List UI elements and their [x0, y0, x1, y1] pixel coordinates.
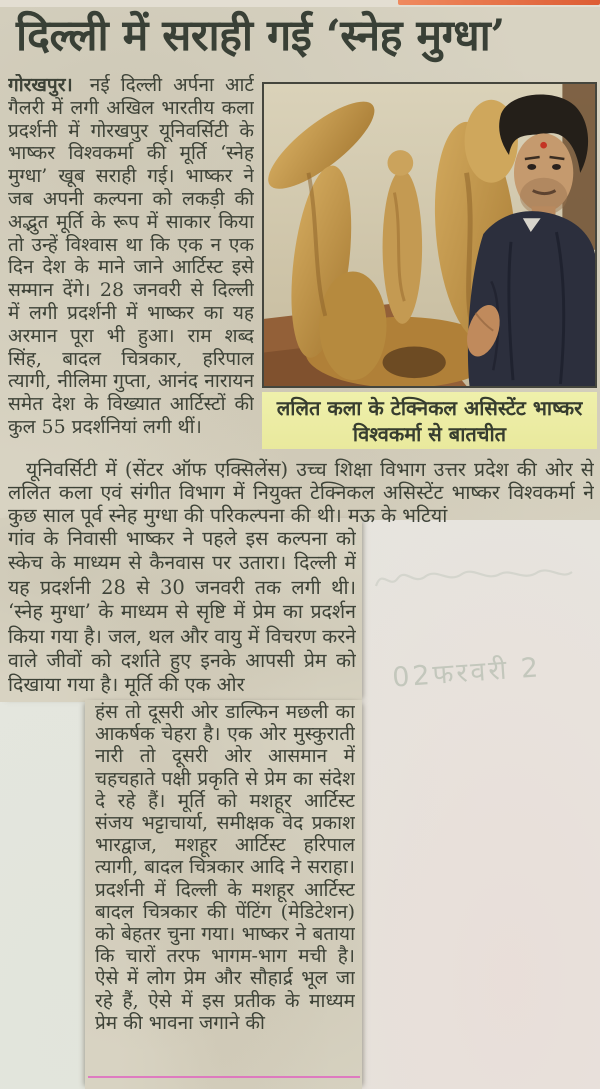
photo-caption-line2: विश्वकर्मा से बातचीत	[352, 421, 507, 446]
article-column-1	[8, 74, 254, 460]
photo-caption	[262, 392, 597, 449]
faint-handwriting-scribble	[368, 556, 578, 600]
article-paragraph-fullwidth: यूनिवर्सिटी में (सेंटर ऑफ एक्सिलेंस) उच्च शिक्षा विभाग उत्तर प्रदेश की ओर से ललित कला एवं संगीत विभाग में नियुक्त टेक्निकल असिस्टेंट भाष्कर विश्वकर्मा ने कुछ साल पूर्व स्नेह मुग्धा की परिकल्पना की थी। मऊ के भटियां	[8, 458, 594, 527]
article-dateline: गोरखपुर।	[8, 74, 73, 96]
photo-caption-line1: ललित कला के टेक्निकल असिस्टेंट भाष्कर	[276, 395, 583, 420]
article-headline: दिल्ली में सराही गई ‘स्नेह मुग्धा’	[16, 11, 505, 61]
pink-marker-line	[88, 1076, 360, 1078]
article-photo	[262, 82, 597, 388]
article-paragraph-middle: गांव के निवासी भाष्कर ने पहले इस कल्पना को स्केच के माध्यम से कैनवास पर उतारा। दिल्ली में यह प्रदर्शनी 28 से 30 जनवरी तक लगी थी। ‘स्नेह मुग्धा’ के माध्यम से सृष्टि में प्रेम का प्रदर्शन किया गया है। जल, थल और वायु में विचरण करने वाले जीवों को दर्शाते हुए इनके आपसी प्रेम को दिखाया गया है। मूर्ति की एक ओर	[8, 527, 356, 697]
handwritten-date: 02फरवरी 2	[391, 652, 543, 694]
article-paragraph-bottom: हंस तो दूसरी ओर डाल्फिन मछली का आकर्षक चेहरा है। एक ओर मुस्कुराती नारी तो दूसरी ओर आसमान में चहचहाते पक्षी प्रकृति से प्रेम का संदेश दे रहे हैं। मूर्ति को मशहूर आर्टिस्ट संजय भट्टाचार्या, समीक्षक वेद प्रकाश भारद्वाज, मशहूर आर्टिस्ट हरिपाल त्यागी, बादल चित्रकार आदि ने सराहा। प्रदर्शनी में दिल्ली के मशहूर आर्टिस्ट बादल चित्रकार की पेंटिंग (मेडिटेशन) को बेहतर चुना गया। भाष्कर ने बताया कि चारों तरफ भागम-भाग मची है। ऐसे में लोग प्रेम और सौहार्द्र भूल जा रहे हैं, ऐसे में इस प्रतीक के माध्यम प्रेम की भावना जगाने की	[95, 701, 355, 1034]
article-column-1-text: नई दिल्ली अर्पना आर्ट गैलरी में लगी अखिल भारतीय कला प्रदर्शनी में गोरखपुर यूनिवर्सिटी के भाष्कर विश्वकर्मा की मूर्ति ‘स्नेह मुग्धा’ खूब सराही गई। भाष्कर ने जब अपनी कल्पना को लकड़ी की अद्भुत मूर्ति के रूप में साकार किया तो उन्हें विश्वास था कि एक न एक दिन देश के माने जाने आर्टिस्ट इसे सम्मान देंगे। 28 जनवरी से दिल्ली में लगी प्रदर्शनी में भाष्कर का यह अरमान पूरा भी हुआ। राम शब्द सिंह, बादल चित्रकार, हरिपाल त्यागी, नीलिमा गुप्ता, आनंद नारायन समेत देश के विख्यात आर्टिस्टों की कुल 55 प्रदर्शनियां लगी थीं।	[8, 74, 254, 438]
photo-image	[264, 84, 595, 386]
scan-top-orange-strip	[398, 0, 600, 5]
